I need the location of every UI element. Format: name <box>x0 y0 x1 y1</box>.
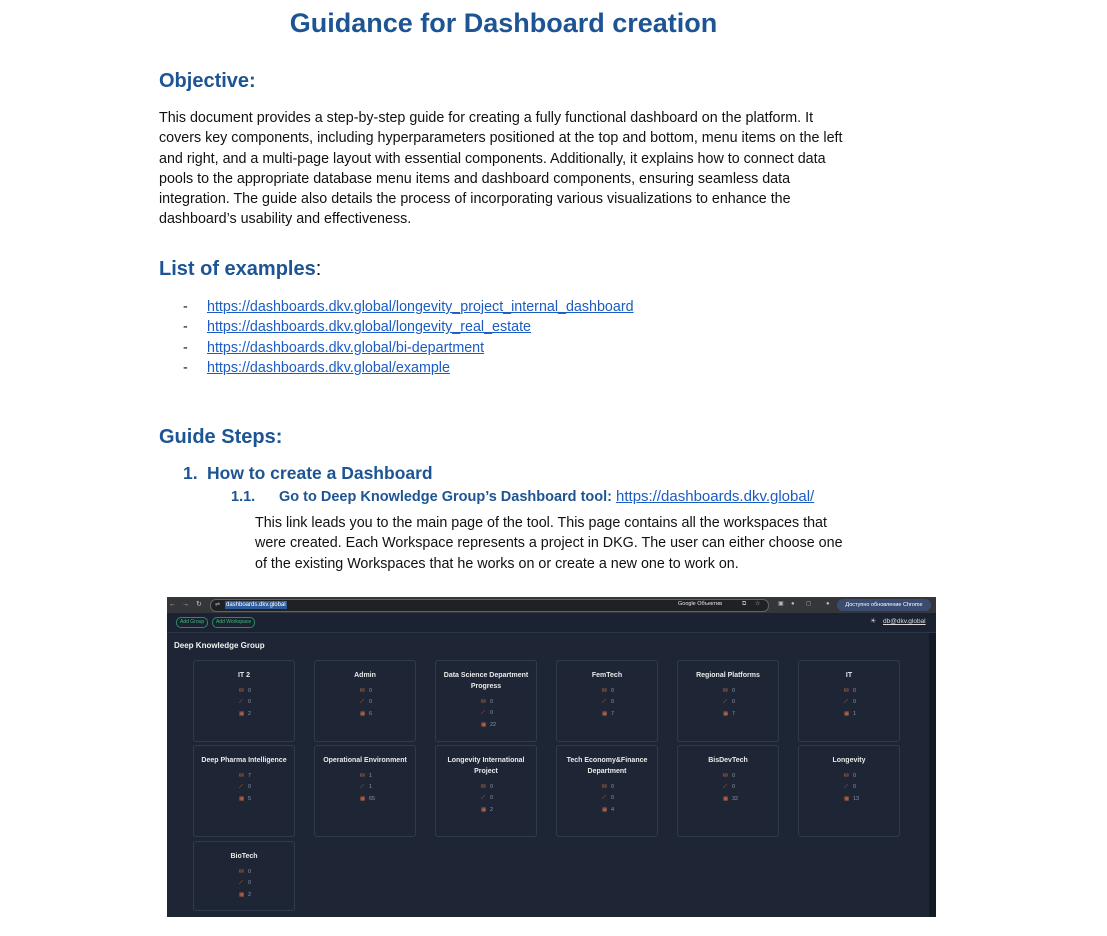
dashboard-count-value: 5 <box>248 795 252 802</box>
database-count <box>481 782 536 793</box>
workspace-stats <box>481 697 536 731</box>
list-item <box>183 358 634 378</box>
example-link[interactable]: https://dashboards.dkv.global/example <box>207 359 450 376</box>
workspace-card[interactable] <box>435 745 537 837</box>
database-count <box>239 686 294 697</box>
database-icon: ⛁ <box>239 688 244 694</box>
workspace-card[interactable] <box>193 745 295 837</box>
chart-count-value: 0 <box>732 699 736 706</box>
database-icon: ⛁ <box>481 699 486 705</box>
site-settings-icon[interactable]: ⇌ <box>215 602 221 608</box>
example-link[interactable]: https://dashboards.dkv.global/longevity_project_internal_dashboard <box>207 299 634 315</box>
workspace-card[interactable] <box>193 841 295 911</box>
chart-count-value: 0 <box>611 699 615 706</box>
database-count <box>723 686 778 697</box>
back-icon[interactable]: ← <box>169 601 176 608</box>
chart-count-value: 0 <box>853 699 857 706</box>
dashboard-icon: ▦ <box>481 721 487 728</box>
dashboard-count <box>844 709 899 720</box>
workspace-stats <box>360 771 415 805</box>
chart-count-value: 0 <box>490 795 494 802</box>
chart-count-value: 0 <box>490 710 494 717</box>
app-header <box>167 613 936 633</box>
database-icon: ⛁ <box>360 773 365 779</box>
database-count-value: 0 <box>369 688 373 694</box>
database-icon: ⛁ <box>239 773 244 779</box>
list-item <box>183 297 634 317</box>
dashboard-icon: ▦ <box>239 710 245 717</box>
workspace-card[interactable] <box>556 745 658 837</box>
forward-icon[interactable]: → <box>182 601 189 608</box>
google-lens-button[interactable]: Google Объектив <box>678 601 722 607</box>
chart-count <box>481 708 536 719</box>
example-link[interactable]: https://dashboards.dkv.global/longevity_real_estate <box>207 319 532 336</box>
step-1-1-title: Go to Deep Knowledge Group’s Dashboard tool: <box>279 489 612 505</box>
step-1-1-number: 1.1. <box>231 489 256 505</box>
dashboard-icon: ▦ <box>723 710 729 717</box>
database-count <box>239 867 294 878</box>
workspace-name: Longevity International Project <box>447 757 525 775</box>
dashboard-count-value: 7 <box>732 710 736 717</box>
step-1-title: How to create a Dashboard <box>207 463 433 483</box>
step-1-number: 1. <box>183 463 198 483</box>
dashboard-count <box>481 720 536 731</box>
workspace-card[interactable] <box>314 745 416 837</box>
dashboard-count-value: 1 <box>853 710 857 717</box>
chart-icon: ⟋ <box>239 784 243 791</box>
examples-heading-text: List of examples <box>159 258 316 280</box>
database-icon: ⛁ <box>360 688 365 694</box>
bookmark-star-icon[interactable]: ☆ <box>755 601 761 607</box>
chart-icon: ⟋ <box>844 699 848 706</box>
add-workspace-button[interactable]: Add Workspace <box>212 617 255 628</box>
database-count <box>602 686 657 697</box>
dashboard-count-value: 4 <box>611 806 615 813</box>
tab-search-icon[interactable]: ◻ <box>806 601 811 607</box>
chart-count-value: 0 <box>853 784 857 791</box>
chart-icon: ⟋ <box>481 710 485 717</box>
list-item <box>183 317 634 337</box>
dashboard-count <box>723 709 778 720</box>
workspace-card[interactable] <box>798 660 900 742</box>
dashboard-count-value: 32 <box>732 795 739 802</box>
workspace-card[interactable] <box>677 745 779 837</box>
workspace-name: BisDevTech <box>708 757 748 764</box>
theme-toggle-icon[interactable]: ☀ <box>870 618 877 625</box>
workspace-name: IT <box>845 672 853 679</box>
workspace-name: Tech Economy&Finance Department <box>566 757 648 775</box>
dashboard-count-value: 7 <box>611 710 615 717</box>
workspace-card[interactable] <box>193 660 295 742</box>
dashboard-count <box>239 794 294 805</box>
dashboard-count <box>481 805 536 816</box>
dashboard-count <box>602 805 657 816</box>
chart-count <box>723 782 778 793</box>
dashboard-count-value: 65 <box>369 795 376 802</box>
example-link[interactable]: https://dashboards.dkv.global/bi-department <box>207 339 485 356</box>
dashboard-count <box>360 794 415 805</box>
chart-count <box>844 782 899 793</box>
database-icon: ⛁ <box>844 773 849 779</box>
dashboard-count <box>360 709 415 720</box>
workspace-name: Regional Platforms <box>696 672 760 679</box>
dashboard-count <box>602 709 657 720</box>
database-count <box>360 771 415 782</box>
database-icon: ⛁ <box>602 784 607 790</box>
chart-icon: ⟋ <box>360 699 364 706</box>
bullet-dash: - <box>183 319 188 336</box>
database-count <box>844 771 899 782</box>
database-count <box>602 782 657 793</box>
reload-icon[interactable]: ↻ <box>196 601 202 608</box>
chart-count <box>360 782 415 793</box>
dashboard-icon: ▦ <box>239 795 245 802</box>
list-item <box>183 338 634 358</box>
bullet-dash: - <box>183 299 188 315</box>
url-text: dashboards.dkv.global <box>226 602 286 608</box>
translate-icon[interactable]: ⧉ <box>742 601 747 607</box>
chart-count <box>481 793 536 804</box>
chart-count-value: 0 <box>611 795 615 802</box>
workspace-name: Admin <box>354 672 376 679</box>
database-icon: ⛁ <box>723 773 728 779</box>
chart-count-value: 0 <box>248 784 252 791</box>
scrollbar-track[interactable] <box>929 633 936 917</box>
workspaces-screenshot <box>167 597 936 917</box>
chart-count-value: 0 <box>732 784 736 791</box>
chart-count <box>602 793 657 804</box>
workspace-stats <box>481 782 536 816</box>
chart-count <box>602 697 657 708</box>
examples-list <box>183 297 634 378</box>
workspace-stats <box>723 771 778 805</box>
chart-count <box>239 878 294 889</box>
chart-count-value: 1 <box>369 784 373 791</box>
database-count-value: 0 <box>611 688 615 694</box>
database-count <box>481 697 536 708</box>
chart-icon: ⟋ <box>723 784 727 791</box>
dashboard-icon: ▦ <box>844 795 850 802</box>
database-icon: ⛁ <box>602 688 607 694</box>
chrome-update-button[interactable]: Доступно обновление Chrome <box>837 599 931 611</box>
guide-steps-heading: Guide Steps: <box>159 426 283 448</box>
dashboard-count <box>239 890 294 901</box>
workspace-name: IT 2 <box>237 672 251 679</box>
workspace-name: Deep Pharma Intelligence <box>201 757 287 764</box>
workspace-card[interactable] <box>314 660 416 742</box>
chart-count <box>723 697 778 708</box>
database-count-value: 0 <box>853 688 857 694</box>
dashboard-icon: ▦ <box>844 710 850 717</box>
database-count <box>844 686 899 697</box>
extension-icon[interactable]: ● <box>791 601 795 607</box>
add-group-button[interactable]: Add Group <box>176 617 208 628</box>
extension-icon[interactable]: ▣ <box>778 601 784 607</box>
chart-count-value: 0 <box>248 699 252 706</box>
chart-icon: ⟋ <box>602 699 606 706</box>
chart-icon: ⟋ <box>360 784 364 791</box>
profile-avatar[interactable]: ● <box>826 601 830 607</box>
database-count-value: 0 <box>732 773 736 779</box>
dashboard-icon: ▦ <box>602 710 608 717</box>
workspace-stats <box>844 771 899 805</box>
step-1-1-heading <box>231 487 814 507</box>
document-title: Guidance for Dashboard creation <box>289 8 718 38</box>
chart-count-value: 0 <box>369 699 373 706</box>
database-count <box>723 771 778 782</box>
chart-icon: ⟋ <box>602 795 606 802</box>
examples-heading <box>159 256 321 282</box>
workspace-card[interactable] <box>798 745 900 837</box>
bullet-dash: - <box>183 359 188 376</box>
workspace-name: Longevity <box>832 757 866 764</box>
user-email-link[interactable]: db@dkv.global <box>883 618 926 625</box>
database-count-value: 1 <box>369 773 373 779</box>
workspace-stats <box>602 782 657 816</box>
workspace-card[interactable] <box>677 660 779 742</box>
dashboard-icon: ▦ <box>481 806 487 813</box>
database-count-value: 0 <box>248 688 252 694</box>
workspace-stats <box>360 686 415 720</box>
chart-icon: ⟋ <box>481 795 485 802</box>
dashboard-count-value: 2 <box>248 710 252 717</box>
browser-toolbar <box>167 597 936 613</box>
chart-icon: ⟋ <box>239 880 243 887</box>
dashboard-count <box>239 709 294 720</box>
dashboard-count-value: 2 <box>490 806 494 813</box>
database-count-value: 0 <box>248 869 252 875</box>
database-icon: ⛁ <box>723 688 728 694</box>
bullet-dash: - <box>183 339 188 356</box>
database-icon: ⛁ <box>481 784 486 790</box>
database-icon: ⛁ <box>239 869 244 875</box>
step-1-heading <box>183 462 433 484</box>
dashboard-icon: ▦ <box>360 710 366 717</box>
workspace-stats <box>239 867 294 901</box>
workspace-stats <box>239 771 294 805</box>
dashboard-count-value: 13 <box>853 795 860 802</box>
database-count-value: 0 <box>853 773 857 779</box>
dashboard-count-value: 6 <box>369 710 373 717</box>
database-count-value: 0 <box>732 688 736 694</box>
dashboard-icon: ▦ <box>602 806 608 813</box>
chart-count <box>239 782 294 793</box>
workspace-stats <box>844 686 899 720</box>
workspace-name: BioTech <box>230 853 258 860</box>
dashboard-count-value: 2 <box>248 891 252 898</box>
chart-icon: ⟋ <box>723 699 727 706</box>
chart-count-value: 0 <box>248 880 252 887</box>
dashboard-icon: ▦ <box>360 795 366 802</box>
chart-count <box>844 697 899 708</box>
step-1-1-text: This link leads you to the main page of the tool. This page contains all the workspaces that were created. Each Workspace represents a project in DKG. The user can either choose one of the existing Workspaces that he works on or create a new one to work on. <box>255 515 843 572</box>
workspace-name: FemTech <box>591 672 623 679</box>
chart-icon: ⟋ <box>239 699 243 706</box>
chart-icon: ⟋ <box>844 784 848 791</box>
database-count-value: 0 <box>611 784 615 790</box>
chart-count <box>239 697 294 708</box>
workspace-stats <box>602 686 657 720</box>
workspace-card[interactable] <box>556 660 658 742</box>
objective-text: This document provides a step-by-step guide for creating a fully functional dashboard on the platform. It covers key components, including hyperparameters positioned at the top and bottom, menu items on the left and right, and a multi-page layout with essential components. Additionally, it explains how to connect data pools to the appropriate database menu items and dashboard components, ensuring seamless data integration. The guide also details the process of incorporating various visualizations to enhance the dashboard’s usability and effectiveness. <box>159 110 843 228</box>
dashboard-count <box>844 794 899 805</box>
dashboard-tool-link[interactable]: https://dashboards.dkv.global/ <box>616 488 815 505</box>
workspace-card[interactable] <box>435 660 537 742</box>
database-count-value: 0 <box>490 699 494 705</box>
database-count <box>239 771 294 782</box>
database-count-value: 7 <box>248 773 252 779</box>
workspace-name: Data Science Department Progress <box>443 672 529 690</box>
dashboard-count-value: 22 <box>490 721 497 728</box>
objective-heading: Objective: <box>159 70 256 92</box>
dashboard-icon: ▦ <box>723 795 729 802</box>
workspace-name: Operational Environment <box>323 757 407 764</box>
database-icon: ⛁ <box>844 688 849 694</box>
group-title: Deep Knowledge Group <box>174 641 265 650</box>
dashboard-count <box>723 794 778 805</box>
chart-count <box>360 697 415 708</box>
examples-heading-colon: : <box>315 258 322 280</box>
database-count <box>360 686 415 697</box>
database-count-value: 0 <box>490 784 494 790</box>
workspace-stats <box>723 686 778 720</box>
workspace-stats <box>239 686 294 720</box>
dashboard-icon: ▦ <box>239 891 245 898</box>
